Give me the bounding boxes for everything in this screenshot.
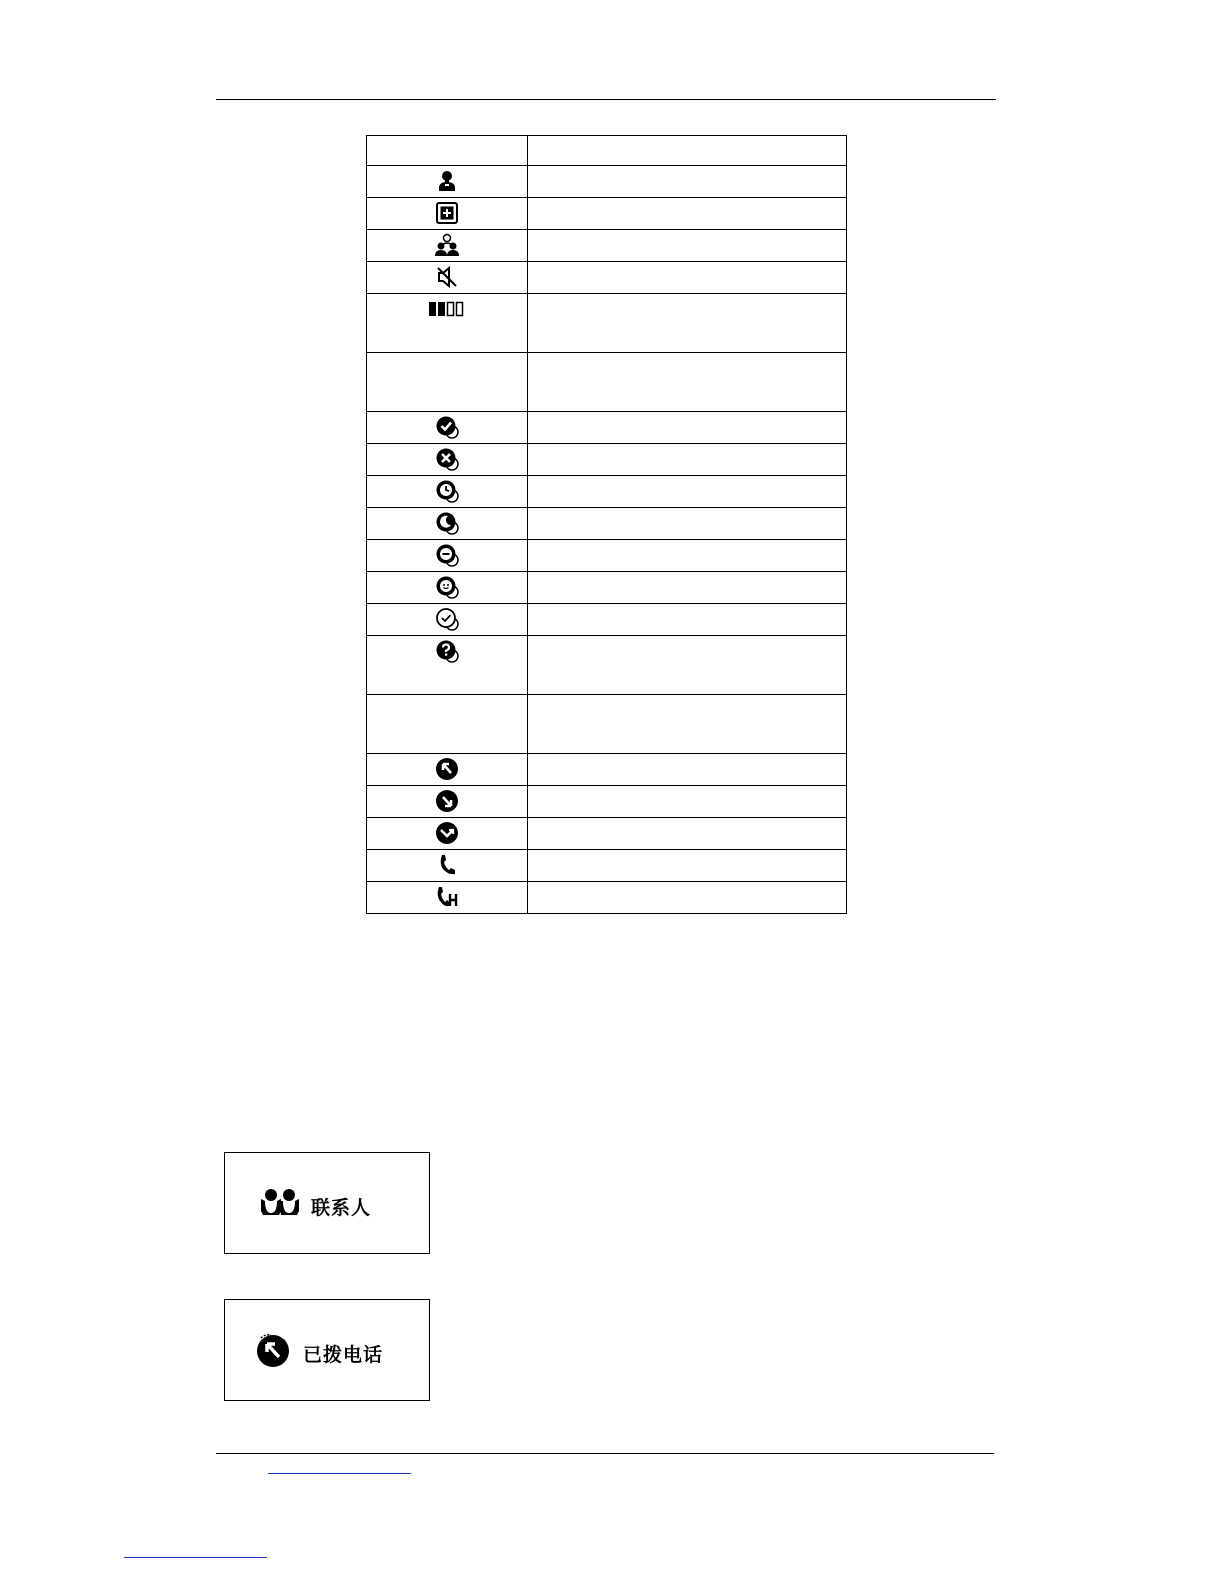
group-contacts-icon — [434, 232, 460, 258]
status-chat-icon — [434, 574, 460, 600]
table-header-row — [367, 136, 847, 166]
icon-legend-table — [366, 135, 847, 914]
status-unknown-icon — [434, 638, 460, 664]
table-row — [367, 476, 847, 508]
table-row — [367, 850, 847, 882]
status-away-clock-icon — [434, 478, 460, 504]
square-plus-icon — [434, 200, 460, 226]
table-row — [367, 818, 847, 850]
table-row — [367, 695, 847, 754]
table-row — [367, 882, 847, 914]
signal-bars-icon — [427, 296, 467, 322]
dialed-calls-label: 已拨电话 — [303, 1344, 384, 1366]
table-row — [367, 198, 847, 230]
dialed-calls-icon — [255, 1332, 291, 1368]
dialed-calls-menu-screen — [224, 1299, 430, 1401]
contacts-people-icon — [259, 1187, 301, 1217]
table-row — [367, 754, 847, 786]
single-contact-icon — [434, 168, 460, 194]
status-available-outline-icon — [434, 606, 460, 632]
status-online-icon — [434, 414, 460, 440]
status-offline-icon — [434, 446, 460, 472]
status-moon-icon — [434, 510, 460, 536]
table-header-desc-cell — [528, 136, 847, 166]
table-row — [367, 786, 847, 818]
table-row — [367, 444, 847, 476]
table-row — [367, 540, 847, 572]
footer-rule — [216, 1453, 994, 1454]
footer-link-underline[interactable] — [268, 1473, 411, 1474]
contacts-menu-screen — [224, 1152, 430, 1254]
table-row — [367, 572, 847, 604]
table-row — [367, 412, 847, 444]
contacts-label: 联系人 — [311, 1197, 372, 1219]
table-row — [367, 294, 847, 353]
header-rule — [216, 99, 996, 100]
dialed-call-icon — [434, 756, 460, 782]
missed-call-icon — [434, 820, 460, 846]
phone-handset-icon — [434, 852, 460, 878]
table-row — [367, 353, 847, 412]
table-row — [367, 230, 847, 262]
table-row — [367, 508, 847, 540]
table-header-icon-cell — [367, 136, 528, 166]
table-row — [367, 604, 847, 636]
table-row — [367, 636, 847, 695]
footer-link-underline-secondary[interactable] — [124, 1557, 267, 1558]
received-call-icon — [434, 788, 460, 814]
table-row — [367, 262, 847, 294]
phone-hold-icon — [434, 884, 460, 910]
table-row — [367, 166, 847, 198]
speaker-muted-icon — [434, 264, 460, 290]
status-busy-icon — [434, 542, 460, 568]
